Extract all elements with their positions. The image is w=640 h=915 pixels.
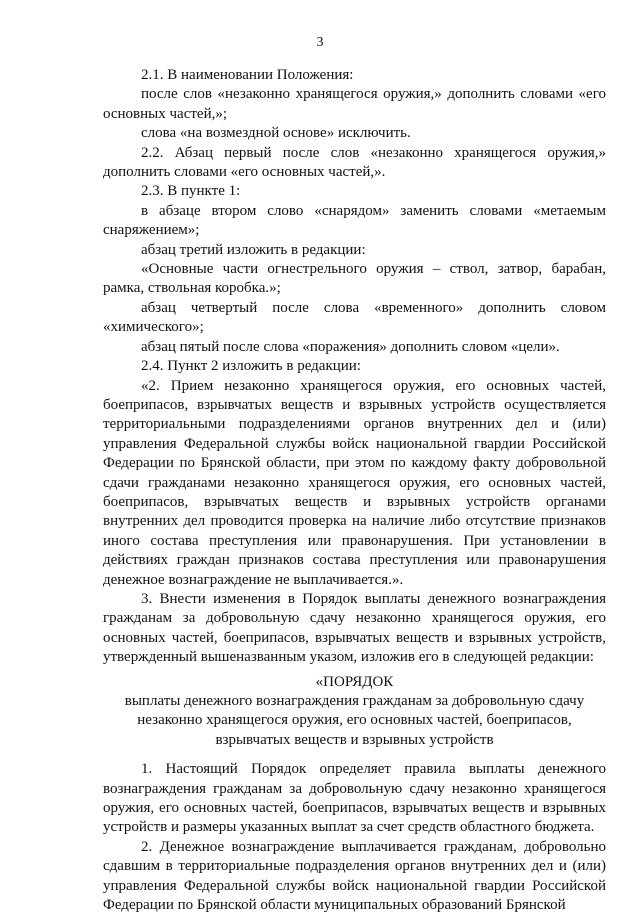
paragraph-2-1-a: после слов «незаконно хранящегося оружия,» дополнить словами «его основных частей,»; [103,86,606,122]
title-line-1: «ПОРЯДОК [315,673,394,690]
spacer [103,750,606,760]
document-body [103,66,606,915]
paragraph-2-3-b: абзац третий изложить в редакции: [141,241,366,258]
paragraph-3: 3. Внести изменения в Порядок выплаты денежного вознаграждения гражданам за добровольную сдачу незаконно хранящегося оружия, его основных частей, боеприпасов, взрывчатых веществ и взрывных устройств, утвержденный вышеназванным указом, изложив его в следующей редакции: [103,590,606,666]
procedure-paragraph-2: 2. Денежное вознаграждение выплачивается гражданам, добровольно сдавшим в территориальные подразделения органов внутренних дел и (или) управления Федеральной службы войск национальной гвардии Российской Федерации по Брянской области муниципальных образований Брянской [103,838,606,914]
paragraph-2-3-d: абзац четвертый после слова «временного» дополнить словом «химического»; [103,299,606,336]
paragraph-2-3: 2.3. В пункте 1: [141,183,241,200]
title-line-2: выплаты денежного вознаграждения гражданам за добровольную сдачу [124,693,585,709]
page-number: 3 [316,35,324,50]
paragraph-2-3-c: «Основные части огнестрельного оружия – ствол, затвор, барабан, рамка, ствольная коробка.»; [103,261,606,297]
paragraph-2-3-a: в абзаце втором слово «снарядом» заменить словами «метаемым снаряжением»; [103,202,606,239]
paragraph-2-1-b: слова «на возмездной основе» исключить. [141,125,411,142]
paragraph-2-4: 2.4. Пункт 2 изложить в редакции: [141,358,361,375]
paragraph-2-4-text: «2. Прием незаконно хранящегося оружия, его основных частей, боеприпасов, взрывчатых веществ и взрывных устройств осуществляется территориальными подразделениями органов внутренних дел и (или) управления Федеральной службы войск национальной гвардии Российской Федерации по Брянской области, при этом по каждому факту добровольной сдачи гражданами незаконно хранящегося оружия, его основных частей, боеприпасов, взрывчатых веществ и взрывных устройств органами внутренних дел проводится проверка на наличие либо отсутствие признаков иного состава преступления или правонарушения. При установлении в действиях граждан признаков состава преступления или правонарушения денежное вознаграждение не выплачивается.». [103,377,606,588]
paragraph-2-2: 2.2. Абзац первый после слов «незаконно хранящегося оружия,» дополнить словами «его основных частей,». [103,144,606,181]
paragraph-2-1: 2.1. В наименовании Положения: [141,67,354,83]
paragraph-2-3-e: абзац пятый после слова «поражения» дополнить словом «цели». [141,338,560,355]
title-line-4: взрывчатых веществ и взрывных устройств [215,731,494,748]
procedure-title [103,673,606,751]
title-line-3: незаконно хранящегося оружия, его основных частей, боеприпасов, [137,712,572,729]
procedure-paragraph-1: 1. Настоящий Порядок определяет правила выплаты денежного вознаграждения гражданам за добровольную сдачу незаконно хранящегося оружия, его основных частей, боеприпасов, взрывчатых веществ и взрывных устройств и размеры указанных выплат за счет средств областного бюджета. [103,761,606,836]
